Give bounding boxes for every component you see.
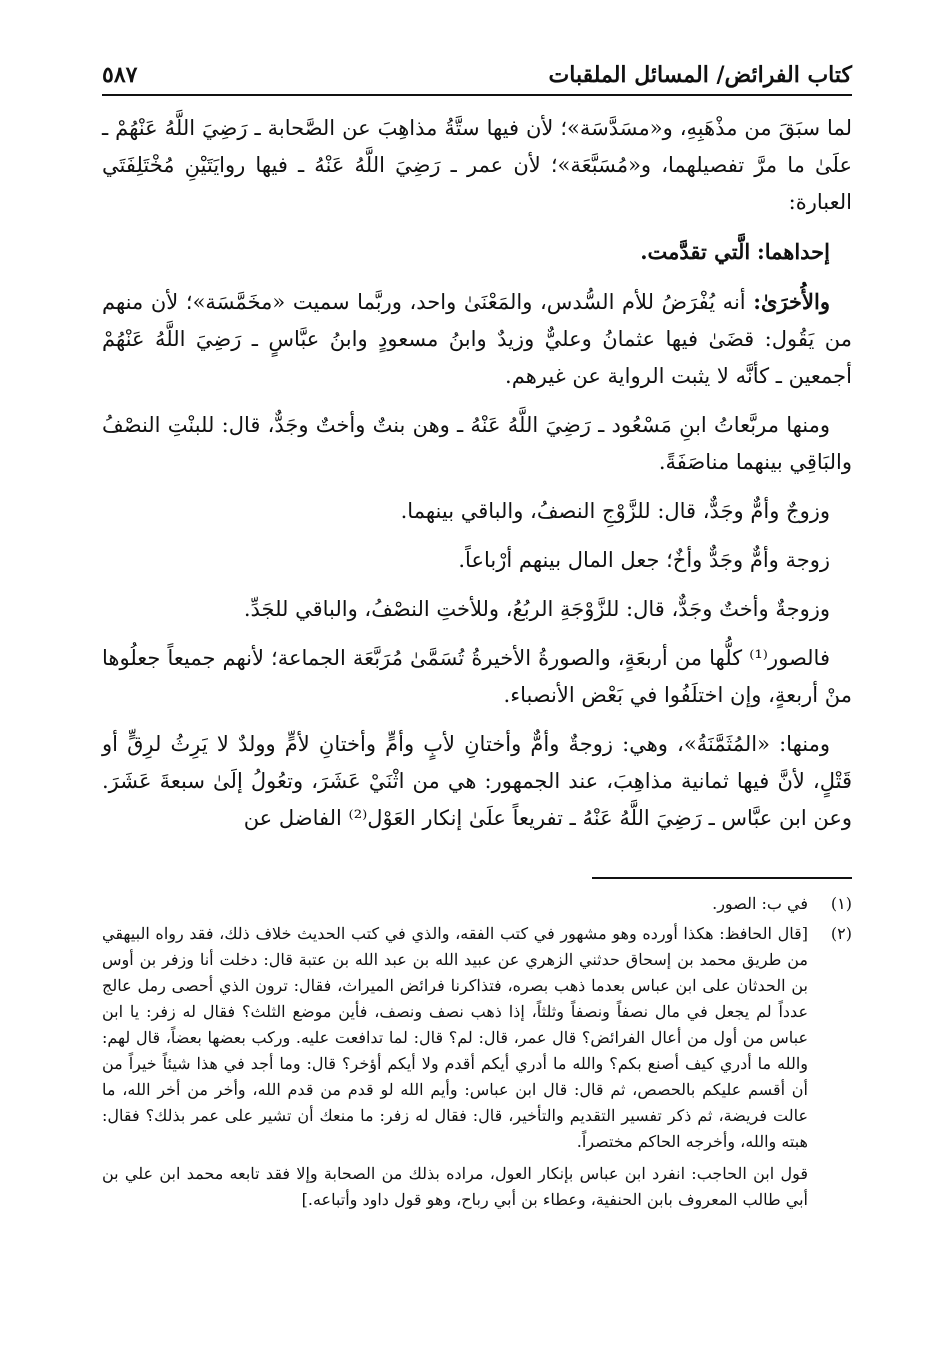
page-header xyxy=(102,48,852,88)
header-rule xyxy=(102,94,852,96)
footnote xyxy=(102,891,852,917)
main-text xyxy=(102,110,852,837)
paragraph xyxy=(102,233,852,271)
footnote-number: (٢) xyxy=(830,924,852,943)
footnote-text: في ب: الصور. xyxy=(712,894,808,913)
page xyxy=(102,48,852,1333)
page-number: ٥٨٧ xyxy=(102,62,138,88)
paragraph-label: إحداهما: xyxy=(756,239,830,264)
paragraph: لما سبَقَ من مذْهَبِهِ، و«مسَدَّسَة»؛ لأن فيها ستَّةُ مذاهِبَ عن الصَّحابة ـ رَضِيَ اللَّهُ عَنْهُمْ ـ علَىٰ ما مرَّ تفصيلهما، و«مُسَبَّعَة»؛ لأن عمر ـ رَضِيَ اللَّهُ عَنْهُ ـ فيها روايَتَيْنِ مُخْتَلِفَتَي العبارة: xyxy=(102,116,852,214)
paragraph: ومنها مربَّعاتُ ابنِ مَسْعُود ـ رَضِيَ اللَّهُ عَنْهُ ـ وهن بنتٌ وأختٌ وجَدٌّ، قال: للبنْتِ النصْفُ والبَاقِي بينهما مناصَفَةً. xyxy=(102,413,852,474)
footnote-text: [قال الحافظ: هكذا أورده وهو مشهور في كتب الفقه، والذي في كتب الحديث خلاف ذلك، فقد رواه البيهقي من طريق محمد بن إسحاق حدثني الزهري عن عبيد الله بن عبد الله بن عتبة قال: دخلت أنا وزفر بن أوس بن الحدثان على ابن عباس بعدما ذهب بصره، فتذاكرنا فرائض الميراث، فقال: ترون الذي أحصى رمل عالج عدداً لم يجعل في مال نصفاً ونصفاً وثلثاً، إذا ذهب نصف ونصف، فأين موضع الثلث؟ فقال له زفر: يا ابن عباس من أول من أعال الفرائض؟ قال عمر، قال: لم؟ قال: لما تدافعت عليه. وركب بعضها بعضاً، قال لهم: والله ما أدري كيف أصنع بكم؟ والله ما أدري أيكم أقدم ولا أيكم أؤخر؟ قال: وما أجد في هذا شيئاً خيراً من أن أقسم عليكم بالحصص، ثم قال: قال ابن عباس: وأيم الله لو قدم من قدم الله، وأخر من أخر الله، ما عالت فريضة، ثم ذكر تفسير التقديم والتأخير، قال: فقال له زفر: ما منعك أن تشير على عمر بذلك؟ فقال: هبته والله، وأخرجه الحاكم مختصراً. xyxy=(102,924,809,1151)
footnote-rule xyxy=(592,877,852,879)
paragraph: وزوجٌ وأمٌّ وجَدٌّ، قال: للزَّوْجِ النصفُ، والباقي بينهما. xyxy=(400,499,830,523)
footnote xyxy=(102,921,852,1155)
paragraph-text: أنه يُفْرَضُ للأم السُّدس، والمَعْنَىٰ واحد، وربَّما سميت «مخَمَّسَة»؛ لأن منهم من يَقُول: قضَىٰ فيها عثمانُ وعليٌّ وزيدٌ وابنُ مسعودٍ وابنُ عبَّاسٍ ـ رَضِيَ اللَّهُ عَنْهُمْ أجمعين ـ كأنَّه لا يثبت الرواية عن غيرهم. xyxy=(102,290,852,388)
paragraph xyxy=(102,283,852,395)
running-title: كتاب الفرائض/ المسائل الملقبات xyxy=(548,62,852,88)
paragraph: وزوجةٌ وأختٌ وجَدٌّ، قال: للزَّوْجَةِ الربُعُ، وللأختِ النصْفُ، والباقي للجَدِّ. xyxy=(243,597,830,621)
paragraph: فالصور⁽¹⁾ كلُّها من أربعَةٍ، والصورةُ الأخيرةُ تُسَمَّىٰ مُرَبَّعَة الجماعة؛ لأنهم جميعاً جعلُوها منْ أربعةٍ، وإن اختلَفُوا في بَعْض الأنصباء. xyxy=(102,646,852,707)
paragraph: زوجة وأمٌّ وجَدٌّ وأخٌ؛ جعل المال بينهم أرْباعاً. xyxy=(458,548,830,572)
paragraph: ومنها: «المُثَمَّنَةُ»، وهي: زوجةٌ وأمٌّ وأختانِ لأبٍ وأمٍّ وأختانِ لأمٍّ وولدٌ لا يَرِثُ لرِقٍّ أو قَتْلٍ، لأنَّ فيها ثمانية مذاهِبَ، عند الجمهور: هي من اثْنَيْ عَشَرَ، وتعُولُ إلَىٰ سبعةَ عَشَرَ. وعن ابن عبَّاس ـ رَضِيَ اللَّهُ عَنْهُ ـ تفريعاً علَىٰ إنكار العَوْل⁽²⁾ الفاضل عن xyxy=(102,732,852,830)
footnote-number: (١) xyxy=(830,894,852,913)
paragraph-text: الَّتي تقدَّمت. xyxy=(640,239,751,264)
paragraph-label: والأُخرَىٰ: xyxy=(753,289,830,314)
footnotes xyxy=(102,891,852,1213)
footnote-continuation: قول ابن الحاجب: انفرد ابن عباس بإنكار العول، مراده بذلك من الصحابة وإلا فقد تابعه محمد ابن علي بن أبي طالب المعروف بابن الحنفية، وعطاء بن أبي رباح، وهو قول داود وأتباعه.] xyxy=(102,1164,808,1209)
